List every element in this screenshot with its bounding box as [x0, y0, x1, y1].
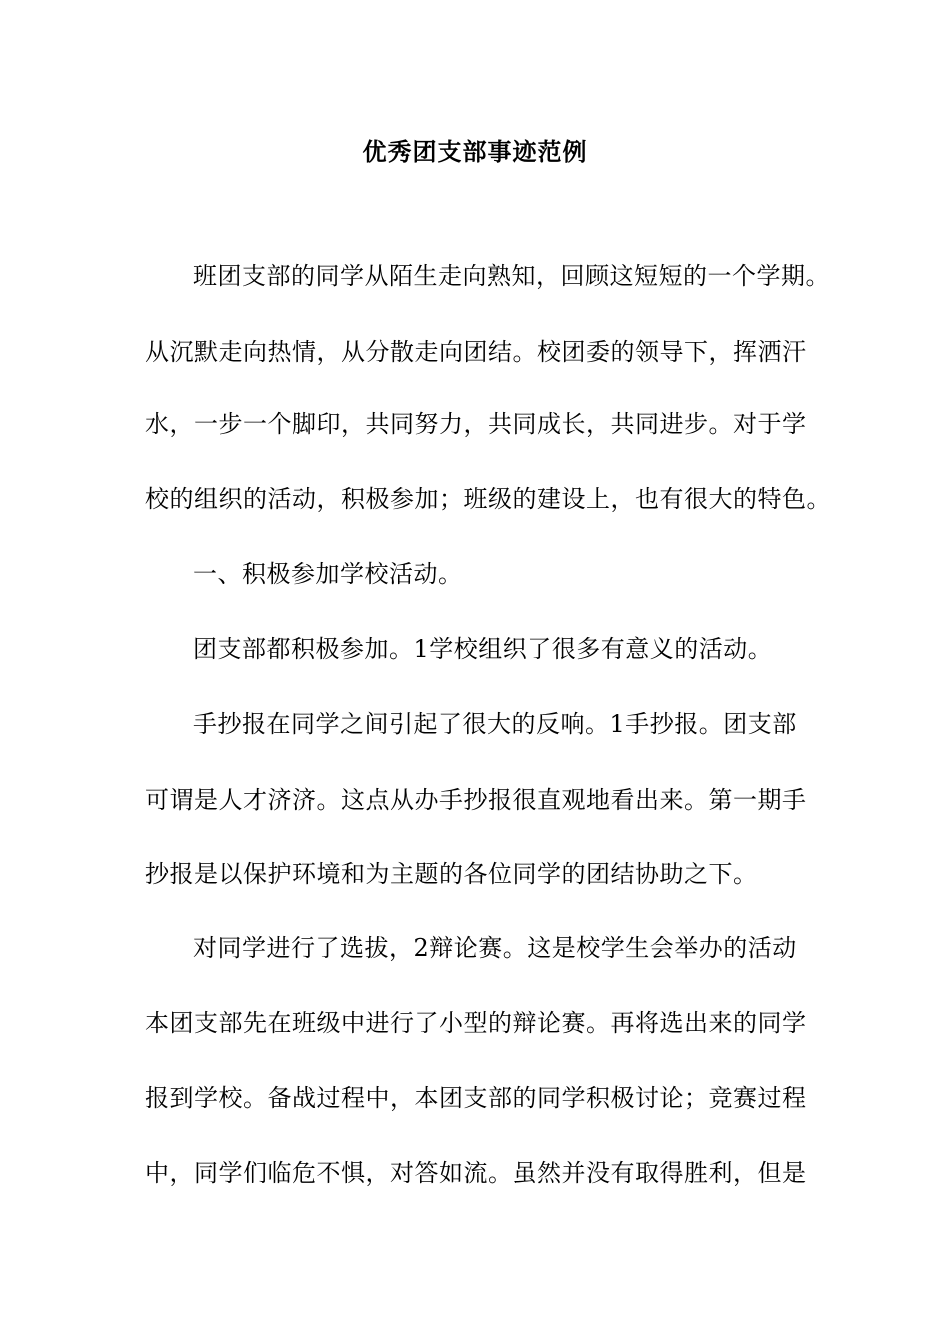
document-title: 优秀团支部事迹范例	[362, 137, 588, 166]
paragraph-line: 对同学进行了选拔，2辩论赛。这是校学生会举办的活动	[193, 934, 797, 962]
paragraph-line: 水，一步一个脚印，共同努力，共同成长，共同进步。对于学	[145, 410, 807, 438]
paragraph-line: 团支部都积极参加。1学校组织了很多有意义的活动。	[193, 635, 773, 663]
paragraph-line: 可谓是人才济济。这点从办手抄报很直观地看出来。第一期手	[145, 786, 807, 814]
paragraph-line: 报到学校。备战过程中，本团支部的同学积极讨论；竞赛过程	[145, 1084, 807, 1112]
paragraph-line: 抄报是以保护环境和为主题的各位同学的团结协助之下。	[145, 860, 758, 888]
paragraph-line: 中，同学们临危不惧，对答如流。虽然并没有取得胜利，但是	[145, 1159, 807, 1187]
paragraph-line: 手抄报在同学之间引起了很大的反响。1手抄报。团支部	[193, 710, 797, 738]
paragraph-line: 班团支部的同学从陌生走向熟知，回顾这短短的一个学期。	[193, 262, 830, 290]
section-heading: 一、积极参加学校活动。	[193, 560, 463, 588]
paragraph-line: 校的组织的活动，积极参加；班级的建设上，也有很大的特色。	[145, 485, 831, 513]
paragraph-line: 本团支部先在班级中进行了小型的辩论赛。再将选出来的同学	[145, 1009, 807, 1037]
paragraph-line: 从沉默走向热情，从分散走向团结。校团委的领导下，挥洒汗	[145, 338, 807, 366]
